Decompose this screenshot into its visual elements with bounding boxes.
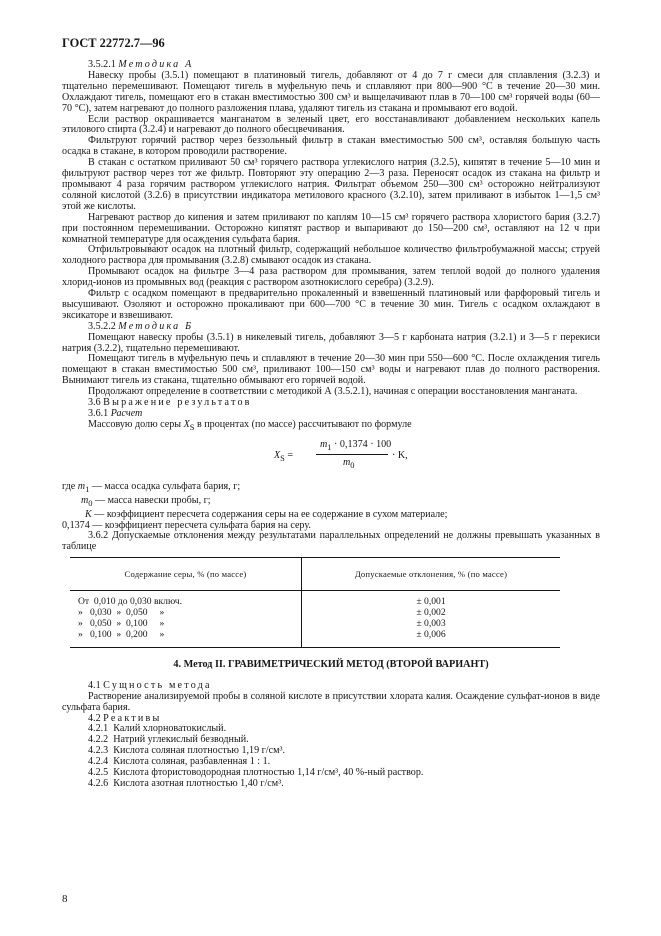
definition-row: где $m_1$ — масса осадка сульфата бария, г; (62, 480, 241, 494)
paragraph: Помещают тигель в муфельную печь и сплавляют в течение 20—30 мин при 550—600 °С. После охлаждения тигель помещают в стакан вместимостью 500 см³, приливают 100—150 см³ воды и нагревают плав до полного растворения. Вынимают тигель из стакана, тщательно обмывают его горячей водой. (62, 353, 600, 387)
table-cell: ± 0,001 (416, 596, 446, 608)
table-cell: » 0,100 » 0,200 » (78, 629, 165, 641)
heading-42: 4.2 Реактивы (88, 712, 162, 724)
list-item: 4.2.2 Натрий углекислый безводный. (88, 734, 249, 746)
table-cell: ± 0,006 (416, 629, 446, 641)
heading-3522: 3.5.2.2 Методика Б (88, 320, 194, 332)
list-item: 4.2.5 Кислота фтористоводородная плотностью 1,14 г/см³, 40 %-ный раствор. (88, 767, 424, 779)
paragraph: Растворение анализируемой пробы в соляной кислоте в присутствии хлората калия. Осаждение сульфат-ионов в виде сульфата бария. (62, 690, 600, 713)
list-item: 4.2.1 Калий хлорноватокислый. (88, 723, 227, 735)
list-item: 4.2.4 Кислота соляная, разбавленная 1 : 1. (88, 756, 271, 768)
variable-definitions (62, 482, 600, 532)
paragraph: В стакан с остатком приливают 50 см³ горячего раствора углекислого натрия (3.2.5), кипятят в течение 5—10 мин и фильтруют раствор через тот же фильтр. Повторяют эту операцию 2—3 раза. Переносят осадок из стакана на фильтр и промывают 4 раза горячим раствором углекислого натрия. Фильтрат объемом 250—300 см³ осторожно нейтрализуют соляной кислотой (3.2.6) в присутствии индикатора метилового красного (3.2.10), затем приливают в избыток 1—1,5 см³ этой же кислоты. (62, 157, 600, 212)
paragraph: Фильтруют горячий раствор через беззольный фильтр в стакан вместимостью 500 см³, оставляя большую часть осадка в стакане, в котором проводили растворение. (62, 135, 600, 158)
definition-row: K — коэффициент пересчета содержания серы на ее содержание в сухом материале; (85, 508, 448, 520)
table-body-row (70, 591, 560, 648)
page-body (62, 60, 600, 790)
formula (62, 437, 600, 479)
formula-numerator: $m_1 \cdot 0,1374 \cdot 100$ (320, 438, 392, 452)
document-header: ГОСТ 22772.7—96 (62, 36, 165, 50)
table-header-cell: Допускаемые отклонения, % (по массе) (302, 558, 561, 591)
table-cell-tolerances (302, 591, 561, 648)
heading-3521: 3.5.2.1 Методика А (88, 59, 194, 70)
table-cell-ranges (70, 591, 302, 648)
table-cell: ± 0,002 (416, 607, 446, 619)
list-item: 4.2.3 Кислота соляная плотностью 1,19 г/см³. (88, 745, 286, 757)
fraction-bar (316, 454, 388, 455)
paragraph: Промывают осадок на фильтре 3—4 раза раствором для промывания, затем теплой водой до полного удаления хлорид-ионов из промывных вод (реакция с раствором азотнокислого серебра) (3.2.9). (62, 266, 600, 289)
paragraph: Навеску пробы (3.5.1) помещают в платиновый тигель, добавляют от 4 до 7 г смеси для сплавления (3.2.3) и тщательно перемешивают. Помещают тигель в муфельную печь и сплавляют при 800—900 °С в течение 20—30 мин. Охлаждают тигель, помещают его в стакан вместимостью 300 см³ и выщелачивают плав в 70—100 см³ горячей воды (60—70 °С), затем нагревают до полного разложения плава, удаляют тигель из стакана и промывают его водой. (62, 69, 600, 114)
paragraph: Нагревают раствор до кипения и затем приливают по каплям 10—15 см³ горячего раствора хлористого бария (3.2.7) при постоянном перемешивании. Осторожно кипятят раствор и выпаривают до 150—200 см³, оставляют на 12 ч при комнатной температуре для осаждения сульфата бария. (62, 211, 600, 245)
list-item: 4.2.6 Кислота азотная плотностью 1,40 г/см³. (88, 777, 284, 789)
tolerance-text: 3.6.2 Допускаемые отклонения между результатами параллельных определений не должны превышать указанных в таблице (62, 530, 600, 553)
table-cell: » 0,030 » 0,050 » (78, 607, 165, 619)
definition-row: 0,1374 — коэффициент пересчета сульфата бария на серу. (62, 519, 311, 531)
formula-lhs: $X_S$ = (274, 449, 294, 463)
table-header-cell: Содержание серы, % (по массе) (70, 558, 302, 591)
page-number: 8 (62, 893, 68, 905)
paragraph: Помещают навеску пробы (3.5.1) в никелевый тигель, добавляют 3—5 г карбоната натрия (3.2.1) и 3—5 г перекиси натрия (3.2.2), тщательно перемешивают. (62, 331, 600, 354)
paragraph: Фильтр с осадком помещают в предварительно прокаленный и взвешенный платиновый или фарфоровый тигель и высушивают. Озоляют и осторожно прокаливают при 600—700 °С в течение 30 мин. Тигель с осадком охлаждают в эксикаторе и взвешивают. (62, 288, 600, 321)
table-cell: ± 0,003 (416, 618, 446, 630)
formula-multiplier: · K, (392, 449, 408, 461)
definition-row: $m_0$ — масса навески пробы, г; (81, 494, 211, 508)
formula-intro: Массовую долю серы $X_S$ в процентах (по массе) рассчитывают по формуле (88, 418, 412, 432)
tolerance-table (70, 557, 560, 648)
table-cell: » 0,050 » 0,100 » (78, 618, 165, 630)
paragraph: Отфильтровывают осадок на плотный фильтр, содержащий небольшое количество фильтробумажной массы; струей холодного раствора для промывания (3.2.8) смывают осадок из стакана. (62, 244, 600, 267)
heading-41: 4.1 Сущность метода (88, 679, 212, 691)
table-cell: От 0,010 до 0,030 включ. (78, 596, 182, 608)
table-header-row (70, 558, 560, 591)
section-4-title: 4. Метод II. ГРАВИМЕТРИЧЕСКИЙ МЕТОД (ВТОРОЙ ВАРИАНТ) (173, 658, 489, 670)
paragraph: Если раствор окрашивается манганатом в зеленый цвет, его восстанавливают добавлением нескольких капель этилового спирта (3.2.4) и нагревают до полного обесцвечивания. (62, 113, 600, 136)
formula-denominator: $m_0$ (343, 456, 355, 470)
paragraph: Продолжают определение в соответствии с методикой А (3.5.2.1), начиная с операции восстановления манганата. (88, 386, 578, 398)
heading-36: 3.6 Выражение результатов (88, 397, 252, 409)
heading-361: 3.6.1 Расчет (88, 408, 143, 419)
